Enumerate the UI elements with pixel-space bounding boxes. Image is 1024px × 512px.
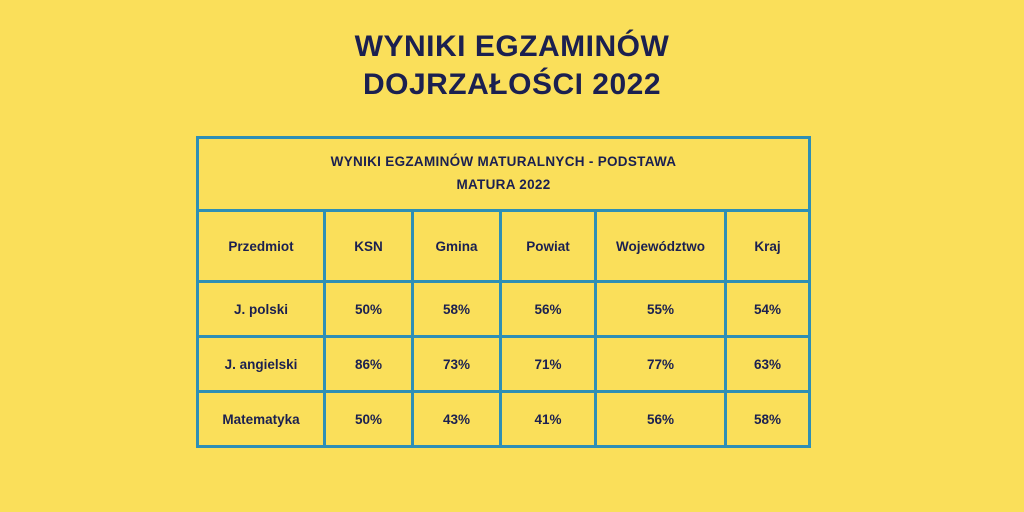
- table-row: [198, 337, 810, 392]
- cell-gmina: 43%: [413, 392, 501, 447]
- column-header-ksn: KSN: [325, 211, 413, 282]
- column-header-kraj: Kraj: [726, 211, 810, 282]
- table-row: [198, 282, 810, 337]
- cell-powiat: 41%: [501, 392, 596, 447]
- cell-kraj: 58%: [726, 392, 810, 447]
- column-header-powiat: Powiat: [501, 211, 596, 282]
- cell-ksn: 50%: [325, 392, 413, 447]
- table-header-row: [198, 211, 810, 282]
- cell-subject: Matematyka: [198, 392, 325, 447]
- column-header-subject: Przedmiot: [198, 211, 325, 282]
- cell-subject: J. polski: [198, 282, 325, 337]
- table-caption-line-2: MATURA 2022: [456, 177, 551, 192]
- cell-gmina: 73%: [413, 337, 501, 392]
- page-title: [0, 0, 1024, 103]
- page-title-line-2: DOJRZAŁOŚCI 2022: [362, 67, 662, 101]
- cell-powiat: 71%: [501, 337, 596, 392]
- table-caption-row: [198, 138, 810, 211]
- cell-wojewodztwo: 55%: [596, 282, 726, 337]
- column-header-gmina: Gmina: [413, 211, 501, 282]
- cell-wojewodztwo: 77%: [596, 337, 726, 392]
- column-header-wojewodztwo: Województwo: [596, 211, 726, 282]
- cell-subject: J. angielski: [198, 337, 325, 392]
- table-row: [198, 392, 810, 447]
- table-caption-cell: [198, 138, 810, 211]
- cell-ksn: 50%: [325, 282, 413, 337]
- cell-wojewodztwo: 56%: [596, 392, 726, 447]
- results-table: [196, 136, 811, 448]
- results-table-container: [196, 136, 808, 448]
- cell-kraj: 63%: [726, 337, 810, 392]
- table-caption-line-1: WYNIKI EGZAMINÓW MATURALNYCH - PODSTAWA: [330, 154, 677, 170]
- cell-ksn: 86%: [325, 337, 413, 392]
- page-title-line-1: WYNIKI EGZAMINÓW: [354, 30, 670, 63]
- cell-gmina: 58%: [413, 282, 501, 337]
- cell-kraj: 54%: [726, 282, 810, 337]
- cell-powiat: 56%: [501, 282, 596, 337]
